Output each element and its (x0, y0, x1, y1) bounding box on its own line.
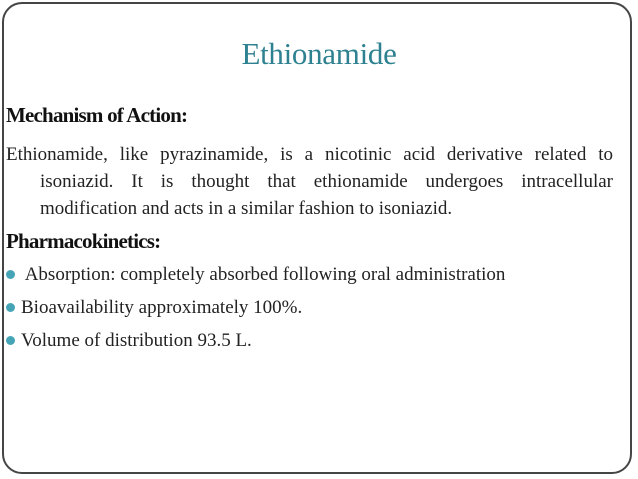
pharmacokinetics-heading: Pharmacokinetics: (6, 229, 161, 253)
bullet-text: Bioavailability approximately 100%. (21, 297, 303, 318)
bullet-text: Absorption: completely absorbed following oral administration (21, 264, 506, 285)
bullet-text: Volume of distribution 93.5 L. (21, 330, 252, 351)
slide-title: Ethionamide (241, 36, 397, 71)
pharmacokinetics-list (6, 261, 505, 360)
mechanism-heading: Mechanism of Action: (6, 103, 188, 127)
list-item (6, 261, 505, 294)
mechanism-line: modification and acts in a similar fashion to isoniazid. (40, 198, 453, 219)
bullet-icon (6, 303, 15, 312)
mechanism-paragraph (6, 141, 613, 222)
mechanism-line: isoniazid. It is thought that ethionamide undergoes intracellular (40, 171, 613, 192)
list-item (6, 327, 505, 360)
bullet-icon (6, 336, 15, 345)
bullet-icon (6, 270, 15, 279)
list-item (6, 294, 505, 327)
mechanism-line: Ethionamide, like pyrazinamide, is a nicotinic acid derivative related to (6, 144, 613, 165)
